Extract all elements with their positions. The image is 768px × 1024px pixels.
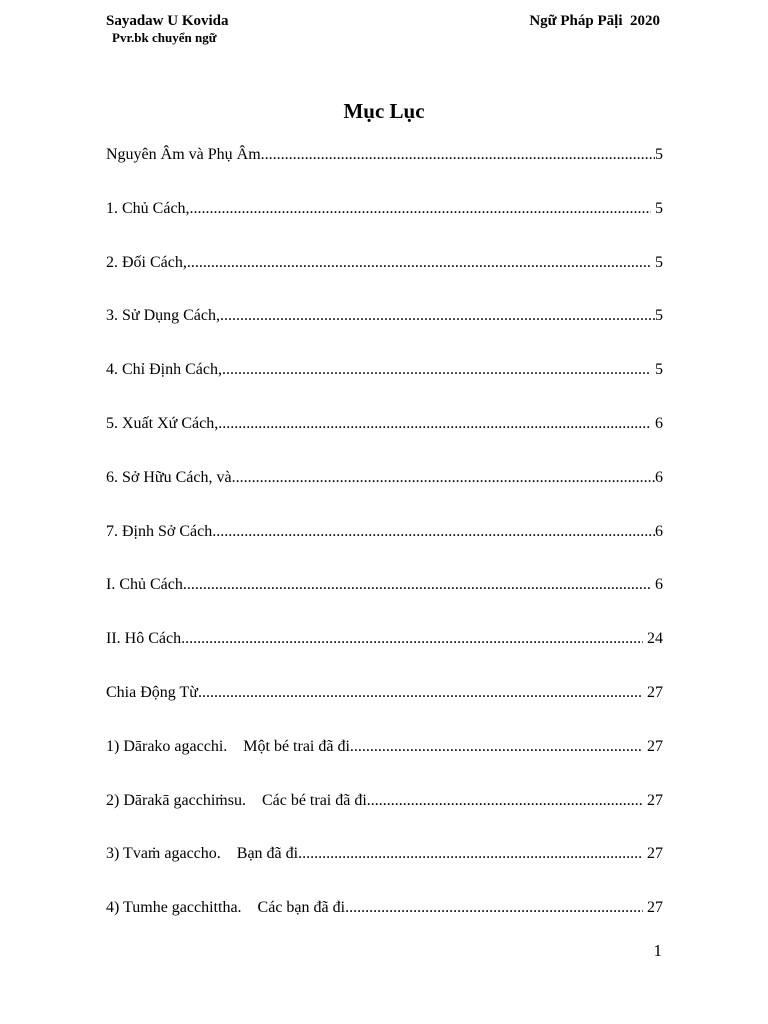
toc-entry-page: 27 — [643, 683, 663, 701]
toc-leader-dots — [298, 843, 643, 865]
toc-leader-dots — [261, 144, 655, 166]
toc-entry-page: 6 — [655, 522, 663, 540]
toc-entry-text: 3. Sử Dụng Cách, — [106, 307, 220, 325]
author-name: Sayadaw U Kovida — [106, 13, 229, 29]
toc-entry-text: Nguyên Âm và Phụ Âm — [106, 146, 261, 163]
toc-entry-text: 1. Chủ Cách, — [106, 199, 190, 217]
toc-leader-dots — [181, 628, 643, 650]
translator-credit: Pvr.bk chuyển ngữ — [112, 30, 217, 45]
toc-entry-text: 5. Xuất Xứ Cách, — [106, 414, 219, 432]
toc-entry-text: I. Chủ Cách — [106, 576, 183, 594]
toc-entry-page: 27 — [643, 845, 663, 863]
page-title: Mục Lục — [343, 99, 425, 123]
toc-entry[interactable] — [106, 305, 663, 359]
toc-entry-page: 6 — [651, 576, 663, 594]
page-header-left — [106, 12, 229, 45]
toc-entry-page: 5 — [651, 361, 663, 379]
toc-entry-text: 1) Dārako agacchi. Một bé trai đã đi — [106, 737, 350, 755]
toc-leader-dots — [367, 790, 643, 812]
toc-entry[interactable] — [106, 144, 663, 198]
toc-entry[interactable] — [106, 736, 663, 790]
toc-entry[interactable] — [106, 574, 663, 628]
toc-entry-page: 5 — [655, 307, 663, 325]
toc-leader-dots — [183, 574, 651, 596]
toc-entry-page: 24 — [643, 630, 663, 648]
toc-leader-dots — [232, 467, 655, 489]
toc-leader-dots — [187, 252, 651, 274]
toc-entry[interactable] — [106, 843, 663, 897]
toc-leader-dots — [222, 359, 651, 381]
toc-entry-page: 6 — [655, 468, 663, 486]
toc-leader-dots — [350, 736, 643, 758]
toc-entry-page: 5 — [651, 253, 663, 271]
toc-entry-text: 4) Tumhe gacchittha. Các bạn đã đi — [106, 899, 346, 917]
toc-entry-text: 7. Định Sở Cách — [106, 522, 213, 540]
toc-entry[interactable] — [106, 198, 663, 252]
toc-entry[interactable] — [106, 413, 663, 467]
toc-leader-dots — [198, 682, 643, 704]
toc-entry-page: 6 — [651, 414, 663, 432]
toc-entry[interactable] — [106, 252, 663, 306]
toc-entry[interactable] — [106, 897, 663, 951]
toc-entry-page: 27 — [643, 737, 663, 755]
table-of-contents — [106, 144, 663, 951]
toc-entry[interactable] — [106, 359, 663, 413]
toc-entry-text: 3) Tvaṁ agaccho. Bạn đã đi — [106, 845, 299, 863]
toc-entry-text: 4. Chỉ Định Cách, — [106, 361, 222, 379]
toc-leader-dots — [345, 897, 643, 919]
toc-entry-page: 27 — [643, 899, 663, 917]
toc-entry[interactable] — [106, 682, 663, 736]
toc-entry-text: II. Hô Cách — [106, 630, 182, 648]
toc-entry-text: Chia Động Từ — [106, 683, 198, 701]
toc-entry-text: 2. Đối Cách, — [106, 253, 187, 271]
toc-entry-text: 6. Sở Hữu Cách, và — [106, 468, 232, 486]
toc-entry[interactable] — [106, 521, 663, 575]
toc-entry[interactable] — [106, 467, 663, 521]
toc-entry-page: 27 — [643, 791, 663, 809]
toc-leader-dots — [218, 413, 651, 435]
toc-entry-text: 2) Dārakā gacchiṁsu. Các bé trai đã đi — [106, 791, 367, 809]
toc-leader-dots — [212, 521, 655, 543]
book-title-header: Ngữ Pháp Pāḷi 2020 — [529, 13, 660, 29]
page-number: 1 — [653, 941, 662, 960]
toc-entry-page: 5 — [655, 146, 663, 163]
toc-leader-dots — [220, 305, 655, 327]
toc-entry[interactable] — [106, 628, 663, 682]
toc-entry[interactable] — [106, 790, 663, 844]
toc-entry-page: 5 — [651, 199, 663, 217]
toc-leader-dots — [190, 198, 651, 220]
